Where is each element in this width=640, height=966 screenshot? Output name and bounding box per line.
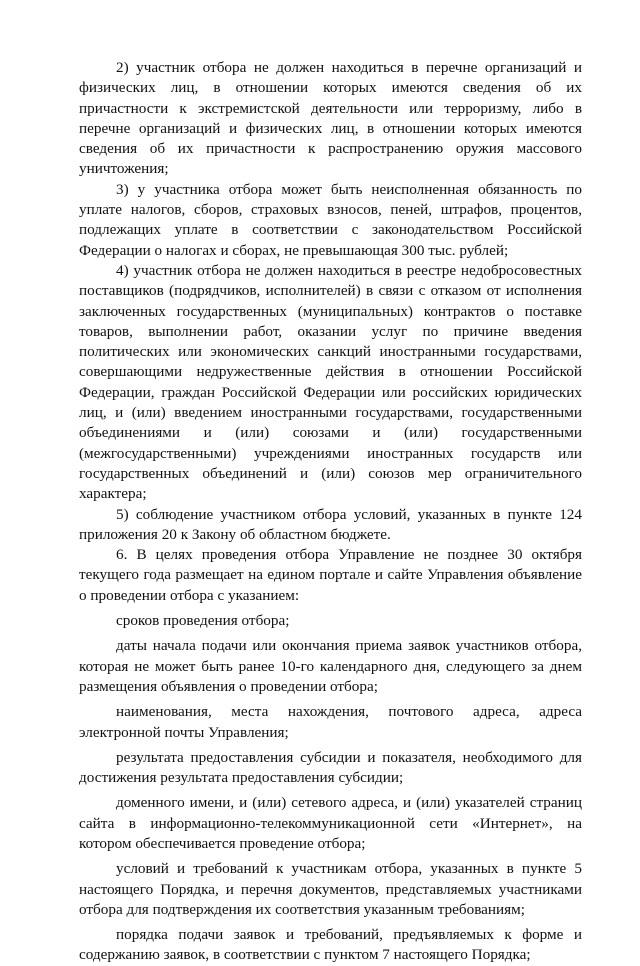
- list-item-application-dates: даты начала подачи или окончания приема заявок участников отбора, которая не может быть ранее 10-го календарного дня, следующего за днем размещения объявления о проведении отбора;: [79, 637, 582, 695]
- paragraph-item-5: 5) соблюдение участником отбора условий, указанных в пункте 124 приложения 20 к Закону об областном бюджете.: [79, 505, 582, 543]
- list-item-deadlines: сроков проведения отбора;: [116, 612, 290, 630]
- paragraph-item-4: 4) участник отбора не должен находиться в реестре недобросовестных поставщиков (подрядчиков, исполнителей) в связи с отказом от исполнения заключенных государственных (муниципальных) контрактов о поставке товаров, выполнении работ, оказании услуг по причине введения политических или экономических санкций иностранными государствами, совершающими недружественные действия в отношении Российской Федерации, граждан Российской Федерации или российских юридических лиц, и (или) введением иностранными государствами, государственными объединениями и (или) союзами и (или) государственными (межгосударственными) учреждениями иностранных государств или государственных объединений и (или) союзов мер ограничительного характера;: [79, 261, 582, 503]
- list-item-submission-order: порядка подачи заявок и требований, предъявляемых к форме и содержанию заявок, в соответствии с пунктом 7 настоящего Порядка;: [79, 926, 582, 964]
- paragraph-section-6: 6. В целях проведения отбора Управление не позднее 30 октября текущего года размещает на едином портале и сайте Управления объявление о проведении отбора с указанием:: [79, 546, 582, 604]
- list-item-result: результата предоставления субсидии и показателя, необходимого для достижения результата предоставления субсидии;: [79, 748, 582, 787]
- list-item-contacts: наименования, места нахождения, почтового адреса, адреса электронной почты Управления;: [79, 703, 582, 741]
- paragraph-item-3: 3) у участника отбора может быть неисполненная обязанность по уплате налогов, сборов, страховых взносов, пеней, штрафов, процентов, подлежащих уплате в соответствии с законодательством Российской Федерации о налогах и сборах, не превышающая 300 тыс. рублей;: [79, 180, 582, 259]
- document-page: [79, 58, 582, 966]
- list-item-domain: доменного имени, и (или) сетевого адреса, и (или) указателей страниц сайта в информационно-телекоммуникационной сети «Интернет», на котором обеспечивается проведение отбора;: [79, 794, 582, 852]
- paragraph-item-2: 2) участник отбора не должен находиться в перечне организаций и физических лиц, в отношении которых имеются сведения об их причастности к экстремистской деятельности или терроризму, либо в перечне организаций и физических лиц, в отношении которых имеются сведения об их причастности к распространению оружия массового уничтожения;: [79, 59, 582, 178]
- list-item-requirements: условий и требований к участникам отбора, указанных в пункте 5 настоящего Порядка, и перечня документов, представляемых участниками отбора для подтверждения их соответствия указанным требованиям;: [79, 860, 582, 918]
